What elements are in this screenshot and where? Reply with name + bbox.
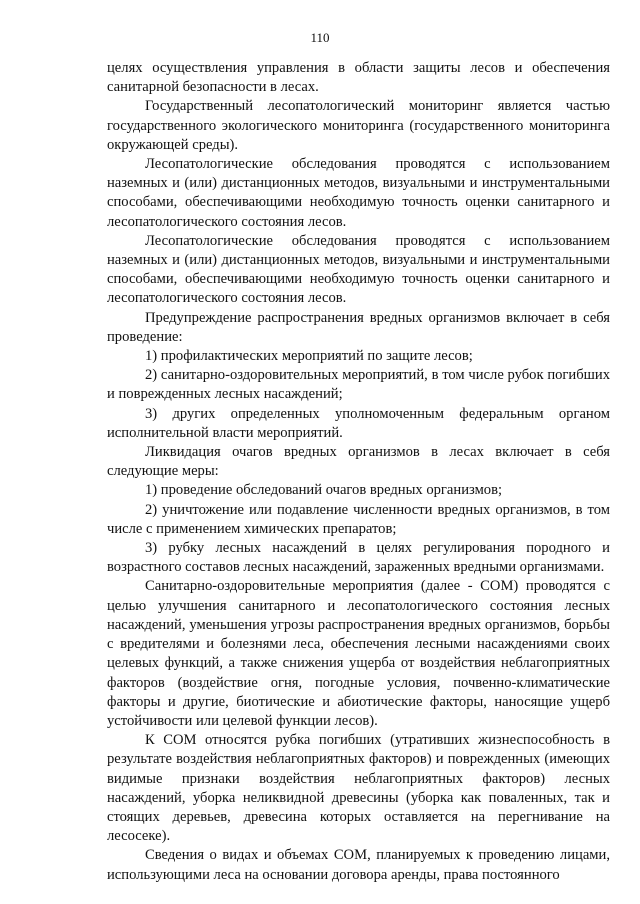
paragraph-surveys-1: Лесопатологические обследования проводятся с использованием наземных и (или) дистанционных методов, визуальными и инструментальными способами, обеспечивающими необходимую точность оценки санитарного и лесопатологического состояния лесов.	[107, 156, 610, 230]
paragraph-som-types: К СОМ относятся рубка погибших (утративших жизнеспособность в результате воздействия неблагоприятных факторов) и поврежденных (имеющих видимые признаки воздействия неблагоприятных факторов) лесных насаждений, уборка неликвидной древесины (уборка как поваленных, так и стоящих деревьев, древесина которых оставляется на перегнивание на лесосеке).	[107, 732, 610, 845]
list-item-prevention-3: 3) других определенных уполномоченным федеральным органом исполнительной власти мероприятий.	[107, 405, 610, 441]
list-item-liquidation-1: 1) проведение обследований очагов вредных организмов;	[145, 482, 503, 499]
list-item-prevention-1: 1) профилактических мероприятий по защите лесов;	[145, 348, 473, 365]
list-item-liquidation-2: 2) уничтожение или подавление численности вредных организмов, в том числе с применением химических препаратов;	[107, 501, 610, 537]
paragraph-monitoring: Государственный лесопатологический мониторинг является частью государственного экологического мониторинга (государственного мониторинга окружающей среды).	[107, 98, 610, 153]
list-item-prevention-2: 2) санитарно-оздоровительных мероприятий, в том числе рубок погибших и поврежденных лесных насаждений;	[107, 367, 610, 403]
list-item-liquidation-3: 3) рубку лесных насаждений в целях регулирования породного и возрастного составов лесных насаждений, зараженных вредными организмами.	[107, 540, 610, 576]
document-body	[107, 59, 610, 885]
paragraph-som-planning: Сведения о видах и объемах СОМ, планируемых к проведению лицами, использующими леса на основании договора аренды, права постоянного	[107, 847, 610, 883]
paragraph-continuation: целях осуществления управления в области защиты лесов и обеспечения санитарной безопасности в лесах.	[107, 60, 610, 96]
paragraph-som-definition: Санитарно-оздоровительные мероприятия (далее - СОМ) проводятся с целью улучшения санитарного и лесопатологического состояния лесных насаждений, уменьшения угрозы распространения вредных организмов, борьбы с вредителями и болезнями леса, обеспечения лесными насаждениями своих целевых функций, а также снижения ущерба от воздействия неблагоприятных факторов (воздействие огня, погодные условия, почвенно-климатические факторы и другие, биотические и абиотические факторы, наносящие ущерб устойчивости или целевой функции лесов).	[107, 578, 610, 729]
paragraph-surveys-2: Лесопатологические обследования проводятся с использованием наземных и (или) дистанционных методов, визуальными и инструментальными способами, обеспечивающими необходимую точность оценки санитарного и лесопатологического состояния лесов.	[107, 232, 610, 307]
paragraph-liquidation: Ликвидация очагов вредных организмов в лесах включает в себя следующие меры:	[107, 444, 610, 480]
page-number: 110	[310, 30, 330, 45]
paragraph-prevention: Предупреждение распространения вредных организмов включает в себя проведение:	[107, 309, 610, 345]
